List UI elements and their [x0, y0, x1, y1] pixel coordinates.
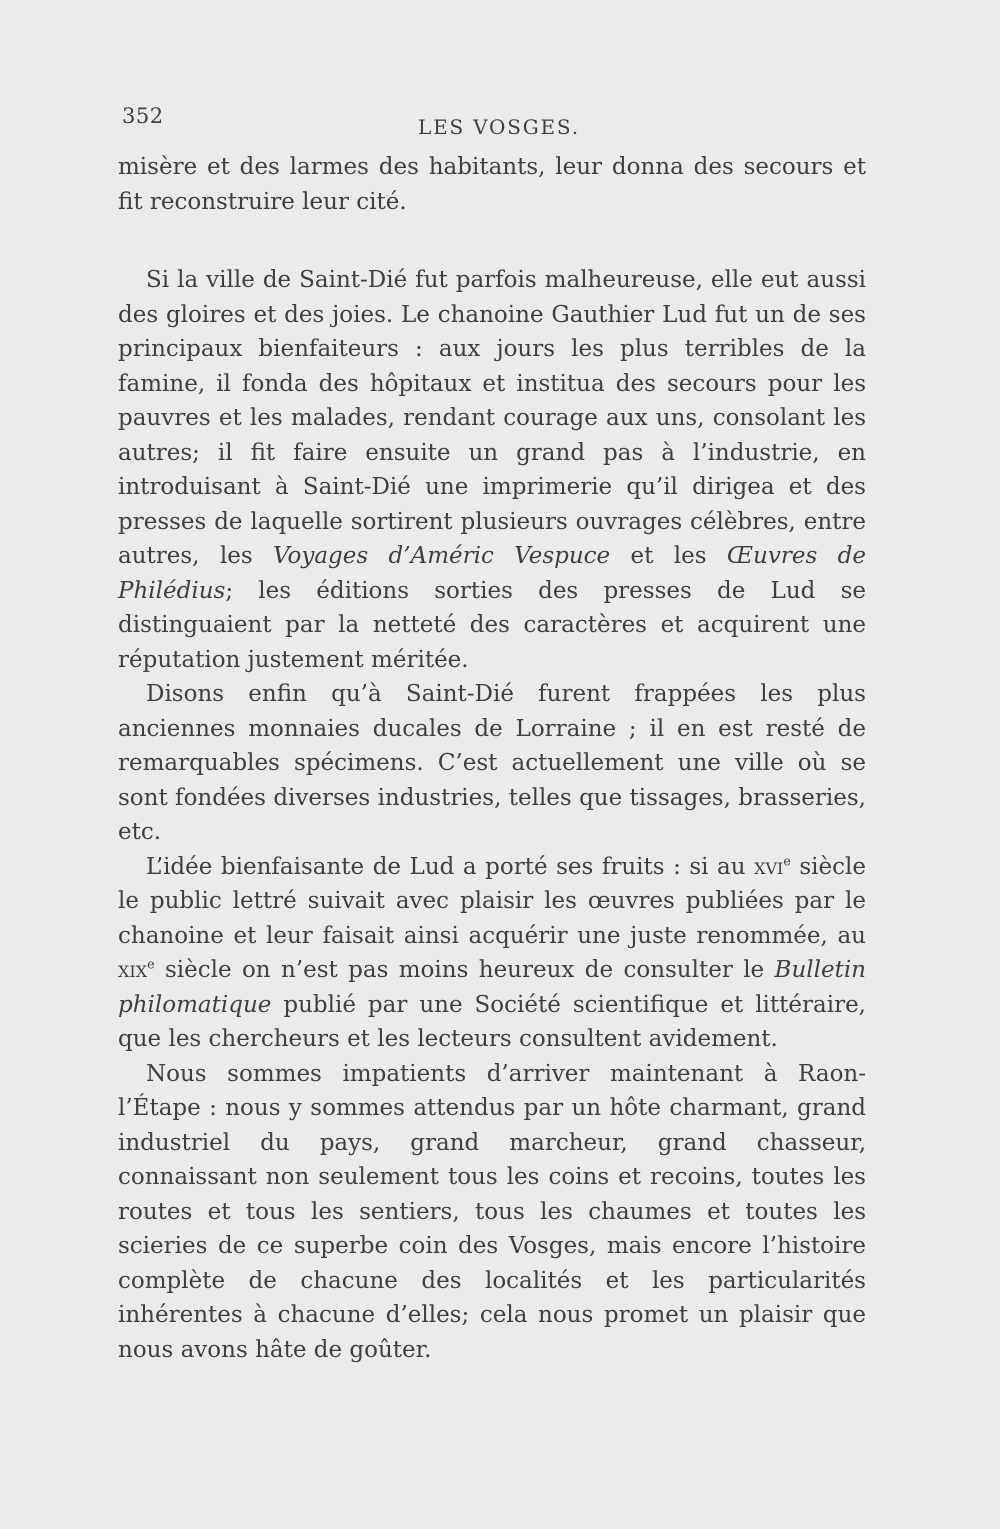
italic-title: Bulletin philomatique [118, 957, 866, 1018]
superscript: e [783, 852, 791, 868]
paragraph-text: et les [610, 543, 727, 569]
italic-title: Voyages d’Améric Vespuce [273, 543, 611, 569]
page-number: 352 [122, 104, 164, 128]
italic-title: Œuvres de Philédius [118, 543, 866, 604]
superscript: e [147, 956, 155, 972]
paragraph-text: Nous sommes impatients d’arriver maintenant à Raon-l’Étape : nous y sommes attendus par un hôte charmant, grand industriel du pays, grand marcheur, grand chasseur, connaissant non seulement tous les coins et recoins, toutes les routes et tous les sentiers, tous les chaumes et toutes les scieries de ce superbe coin des Vosges, mais encore l’histoire complète de chacune des localités et les particularités inhérentes à chacune d’elles; cela nous promet un plaisir que nous avons hâte de goûter. [118, 1060, 866, 1363]
paragraph-4 [118, 850, 866, 1057]
paragraph-text: L’idée bienfaisante de Lud a porté ses fruits : si au [146, 853, 755, 880]
paragraph-text: ; les éditions sorties des presses de Lud se distinguaient par la netteté des caractères et acquirent une réputation justement méritée. [118, 577, 866, 673]
paragraph-text: siècle le public lettré suivait avec plaisir les œuvres publiées par le chanoine et leur faisait ainsi acquérir une juste renommée, au [118, 853, 866, 949]
paragraph-2 [118, 263, 866, 677]
paragraph-5 [118, 1057, 866, 1368]
century-numeral: xix [118, 957, 148, 983]
paragraph-1 [118, 150, 866, 219]
paragraph-text: Disons enfin qu’à Saint-Dié furent frappées les plus anciennes monnaies ducales de Lorraine ; il en est resté de remarquables spécimens. C’est actuellement une ville où se sont fondées diverses industries, telles que tissages, brasseries, etc. [118, 681, 866, 845]
body-text [118, 150, 866, 1367]
paragraph-text: siècle on n’est pas moins heureux de consulter le [154, 957, 775, 983]
paragraph-text: publié par une Société scientifique et littéraire, que les chercheurs et les lecteurs consultent avidement. [118, 991, 866, 1052]
paragraph-text: misère et des larmes des habitants, leur donna des secours et fit reconstruire leur cité. [118, 154, 866, 215]
paragraph-3 [118, 677, 866, 850]
paragraph-text: Si la ville de Saint-Dié fut parfois malheureuse, elle eut aussi des gloires et des joies. Le chanoine Gauthier Lud fut un de ses principaux bienfaiteurs : aux jours les plus terribles de la famine, il fonda des hôpitaux et institua des secours pour les pauvres et les malades, rendant courage aux uns, consolant les autres; il fit faire ensuite un grand pas à l’industrie, en introduisant à Saint-Dié une imprimerie qu’il dirigea et des presses de laquelle sortirent plusieurs ouvrages célèbres, entre autres, les [118, 267, 866, 569]
century-numeral: xvi [754, 853, 784, 880]
running-head: LES VOSGES. [418, 115, 580, 139]
